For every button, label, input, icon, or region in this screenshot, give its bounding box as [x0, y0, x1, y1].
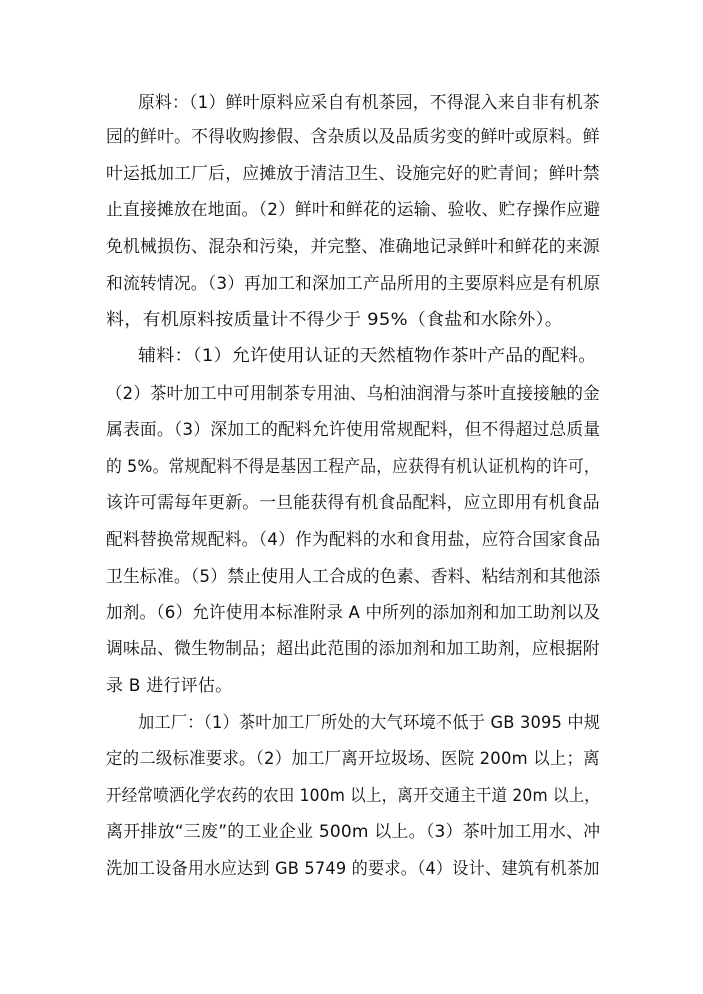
text-line: 配料替换常规配料。（4）作为配料的水和食用盐，应符合国家食品 — [106, 530, 601, 550]
text-line: 加剂。（6）允许使用本标准附录 A 中所列的添加剂和加工助剂以及 — [106, 603, 601, 623]
text-line: 调味品、微生物制品；超出此范围的添加剂和加工助剂，应根据附 — [106, 639, 600, 659]
text-line: 的 5%。常规配料不得是基因工程产品，应获得有机认证机构的许可， — [106, 457, 600, 477]
text-line: 加工厂：（1）茶叶加工厂所处的大气环境不低于 GB 3095 中规 — [138, 713, 601, 733]
text-line: 离开排放“三废”的工业企业 500m 以上。（3）茶叶加工用水、冲 — [106, 822, 601, 842]
text-line: 止直接摊放在地面。（2）鲜叶和鲜花的运输、验收、贮存操作应避 — [106, 200, 601, 220]
text-line: 叶运抵加工厂后，应摊放于清洁卫生、设施完好的贮青间；鲜叶禁 — [106, 164, 600, 184]
text-line: 卫生标准。（5）禁止使用人工合成的色素、香料、粘结剂和其他添 — [106, 567, 601, 587]
text-line: 和流转情况。（3）再加工和深加工产品所用的主要原料应是有机原 — [106, 274, 601, 294]
text-line: 洗加工设备用水应达到 GB 5749 的要求。（4）设计、建筑有机茶加 — [106, 859, 600, 879]
text-line: 开经常喷洒化学农药的农田 100m 以上，离开交通主干道 20m 以上， — [106, 786, 601, 806]
text-line: 录 B 进行评估。 — [106, 676, 233, 696]
text-line: 免机械损伤、混杂和污染，并完整、准确地记录鲜叶和鲜花的来源 — [106, 237, 600, 257]
text-line: 料，有机原料按质量计不得少于 95%（食盐和水除外）。 — [106, 310, 563, 330]
text-line: 该许可需每年更新。一旦能获得有机食品配料，应立即用有机食品 — [106, 493, 600, 513]
text-line: 辅料：（1）允许使用认证的天然植物作茶叶产品的配料。 — [138, 346, 597, 366]
text-line: 园的鲜叶。不得收购掺假、含杂质以及品质劣变的鲜叶或原料。鲜 — [106, 127, 600, 147]
text-line: 属表面。（3）深加工的配料允许使用常规配料，但不得超过总质量 — [106, 420, 601, 440]
text-line: 原料：（1）鲜叶原料应采自有机茶园，不得混入来自非有机茶 — [138, 93, 600, 113]
text-line: 定的二级标准要求。（2）加工厂离开垃圾场、医院 200m 以上；离 — [106, 749, 600, 769]
text-line: （2）茶叶加工中可用制茶专用油、乌桕油润滑与茶叶直接接触的金 — [106, 384, 600, 404]
